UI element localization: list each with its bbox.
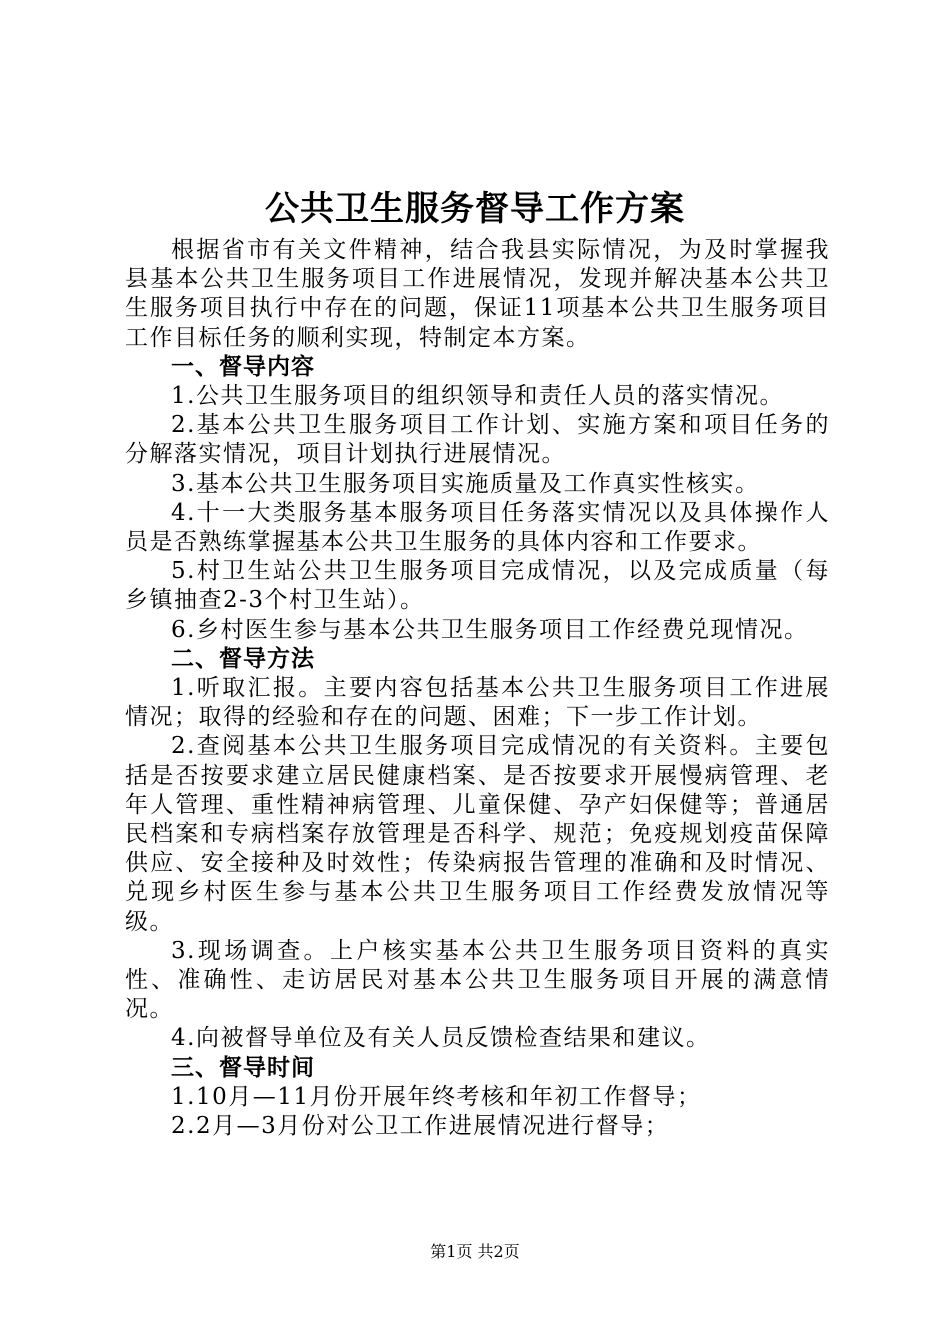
list-item: 1.10月—11月份开展年终考核和年初工作督导； xyxy=(171,1083,702,1110)
list-item: 2.查阅基本公共卫生服务项目完成情况的有关资料。主要包括是否按要求建立居民健康档案、是否按要求开展慢病管理、老年人管理、重性精神病管理、儿童保健、孕产妇保健等；普通居民档案和专病档案存放管理是否科学、规范；免疫规划疫苗保障供应、安全接种及时效性；传染病报告管理的准确和及时情况、兑现乡村医生参与基本公共卫生服务项目工作经费发放情况等级。 xyxy=(125,733,830,935)
list-item: 4.向被督导单位及有关人员反馈检查结果和建议。 xyxy=(171,1025,711,1052)
page-footer: 第1页 共2页 xyxy=(430,1242,520,1261)
list-item: 3.现场调查。上户核实基本公共卫生服务项目资料的真实性、准确性、走访居民对基本公共卫生服务项目开展的满意情况。 xyxy=(125,937,830,1023)
document-body xyxy=(125,236,830,1141)
list-item: 6.乡村医生参与基本公共卫生服务项目工作经费兑现情况。 xyxy=(171,616,809,643)
document-title: 公共卫生服务督导工作方案 xyxy=(265,189,685,229)
list-item: 1.公共卫生服务项目的组织领导和责任人员的落实情况。 xyxy=(171,383,784,410)
intro-paragraph: 根据省市有关文件精神，结合我县实际情况，为及时掌握我县基本公共卫生服务项目工作进展情况，发现并解决基本公共卫生服务项目执行中存在的问题，保证11项基本公共卫生服务项目工作目标任务的顺利实现，特制定本方案。 xyxy=(125,237,830,351)
list-item: 2.2月—3月份对公卫工作进展情况进行督导； xyxy=(171,1113,670,1140)
list-item: 5.村卫生站公共卫生服务项目完成情况，以及完成质量（每乡镇抽查2-3个村卫生站）。 xyxy=(125,558,830,614)
section-heading: 一、督导内容 xyxy=(171,353,315,380)
list-item: 1.听取汇报。主要内容包括基本公共卫生服务项目工作进展情况；取得的经验和存在的问题、困难；下一步工作计划。 xyxy=(125,675,830,731)
list-item: 3.基本公共卫生服务项目实施质量及工作真实性核实。 xyxy=(171,470,760,497)
list-item: 2.基本公共卫生服务项目工作计划、实施方案和项目任务的分解落实情况，项目计划执行进展情况。 xyxy=(125,412,830,468)
list-item: 4.十一大类服务基本服务项目任务落实情况以及具体操作人员是否熟练掌握基本公共卫生服务的具体内容和工作要求。 xyxy=(125,499,830,556)
section-heading: 三、督导时间 xyxy=(171,1054,315,1081)
section-heading: 二、督导方法 xyxy=(171,645,315,672)
